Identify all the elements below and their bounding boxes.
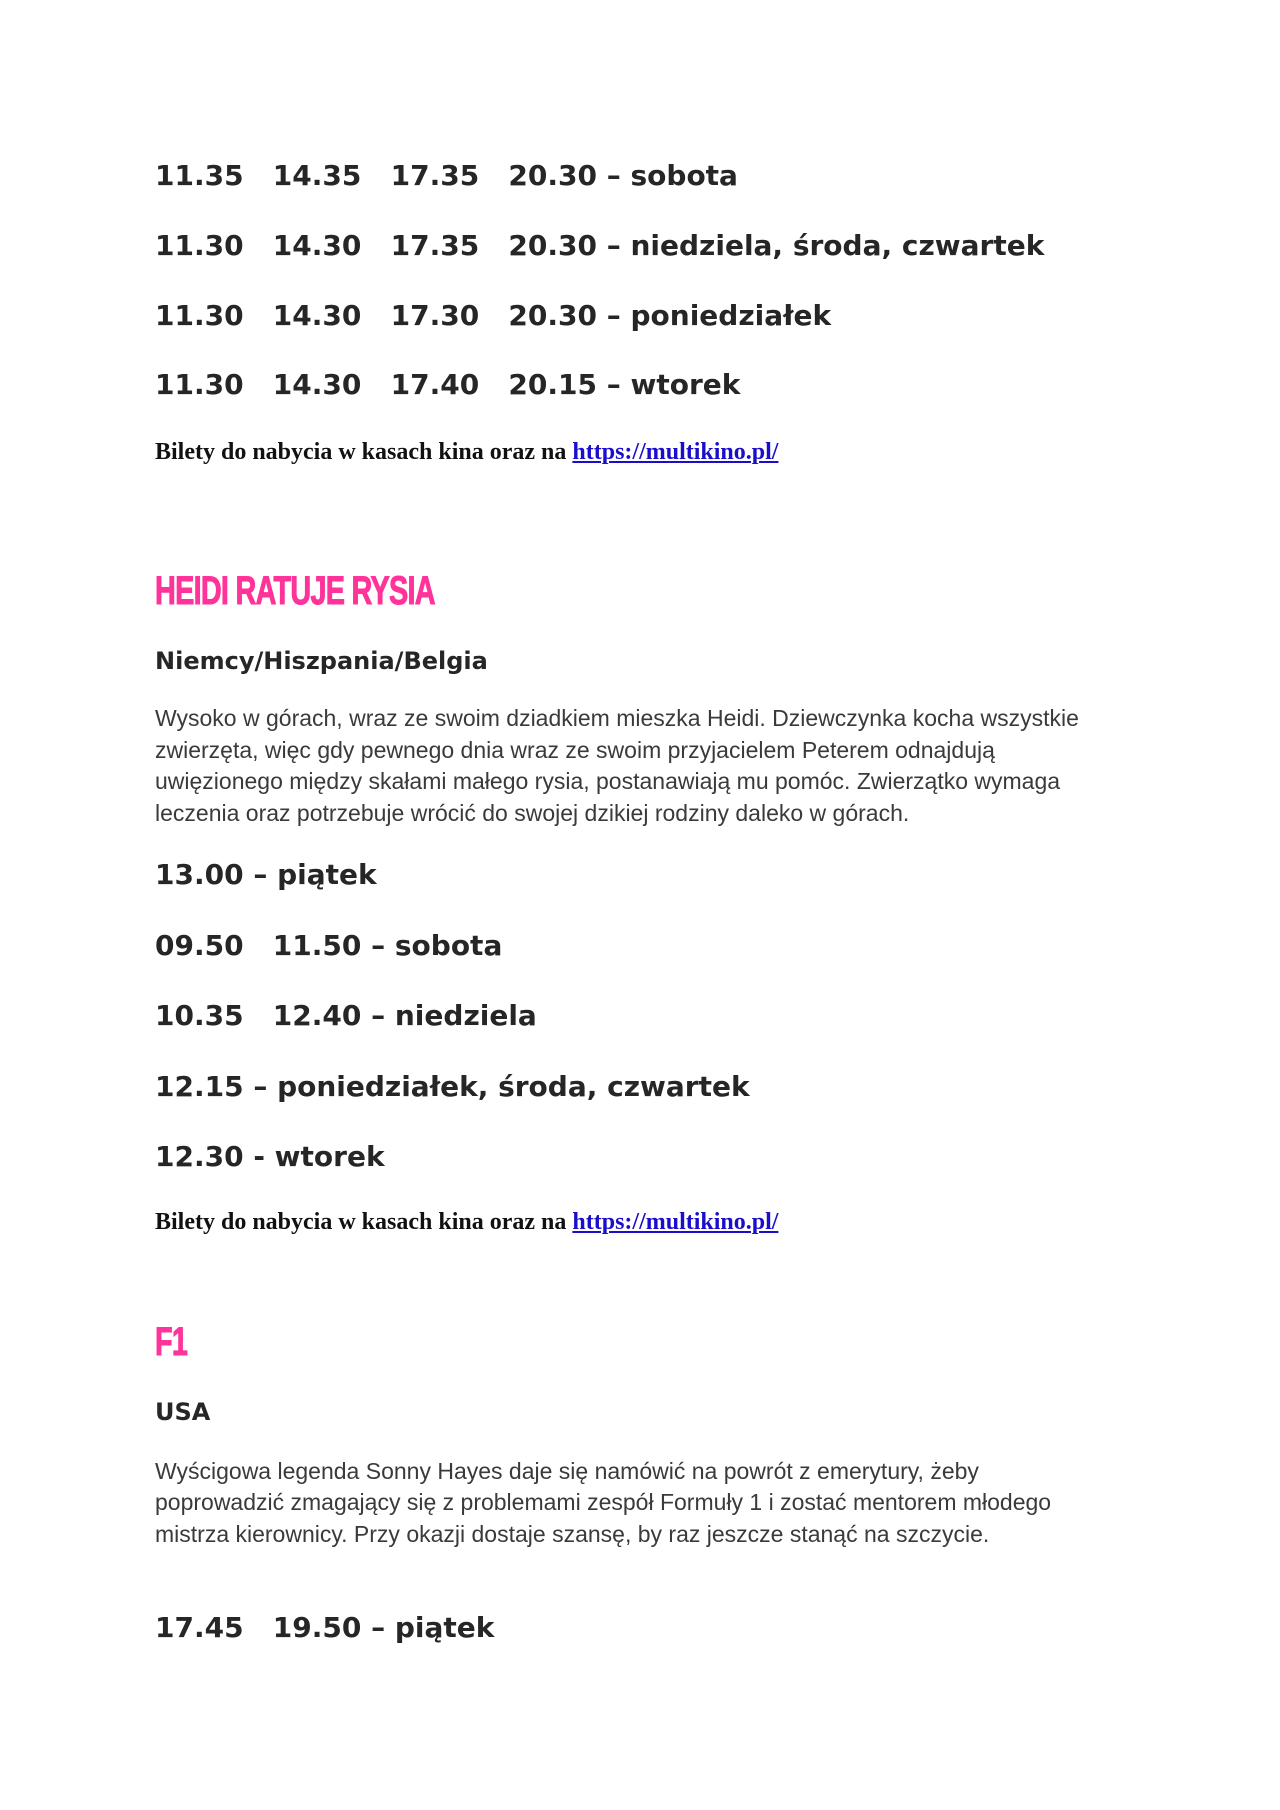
movie-description-line: Wysoko w górach, wraz ze swoim dziadkiem mieszka Heidi. Dziewczynka kocha wszystkie [155,705,1079,731]
showtime-line: 13.00 – piątek [155,858,377,891]
movie-title: F1 [155,1320,188,1364]
movie-description-line: zwierzęta, więc gdy pewnego dnia wraz ze swoim przyjacielem Peterem odnajdują [155,737,995,763]
movie-description-line: poprowadzić zmagający się z problemami zespół Formuły 1 i zostać mentorem młodego [155,1489,1052,1515]
showtime-line: 12.30 - wtorek [155,1140,385,1173]
movie-title: HEIDI RATUJE RYSIA [155,569,435,613]
multikino-link[interactable]: https://multikino.pl/ [572,439,779,465]
movie-country: Niemcy/Hiszpania/Belgia [155,647,488,675]
tickets-info [155,438,778,466]
tickets-text: Bilety do nabycia w kasach kina oraz na [155,1209,573,1235]
showtime-line: 17.45 19.50 – piątek [155,1611,495,1644]
tickets-text: Bilety do nabycia w kasach kina oraz na [155,439,573,465]
showtime-line: 11.30 14.30 17.40 20.15 – wtorek [155,368,741,401]
showtime-line: 09.50 11.50 – sobota [155,929,503,962]
showtime-line: 11.30 14.30 17.35 20.30 – niedziela, środa, czwartek [155,229,1045,262]
movie-description-line: uwięzionego między skałami małego rysia, postanawiają mu pomóc. Zwierzątko wymaga [155,768,1061,794]
movie-description-line: mistrza kierownicy. Przy okazji dostaje szansę, by raz jeszcze stanąć na szczycie. [155,1521,990,1547]
showtime-line: 10.35 12.40 – niedziela [155,999,537,1032]
multikino-link[interactable]: https://multikino.pl/ [572,1209,779,1235]
showtime-line: 11.30 14.30 17.30 20.30 – poniedziałek [155,299,832,332]
showtime-line: 11.35 14.35 17.35 20.30 – sobota [155,159,738,192]
movie-description-line: Wyścigowa legenda Sonny Hayes daje się namówić na powrót z emerytury, żeby [155,1458,979,1484]
tickets-info [155,1208,778,1236]
movie-country: USA [155,1398,211,1426]
movie-description-line: leczenia oraz potrzebuje wrócić do swojej dzikiej rodziny daleko w górach. [155,800,910,826]
showtime-line: 12.15 – poniedziałek, środa, czwartek [155,1070,750,1103]
